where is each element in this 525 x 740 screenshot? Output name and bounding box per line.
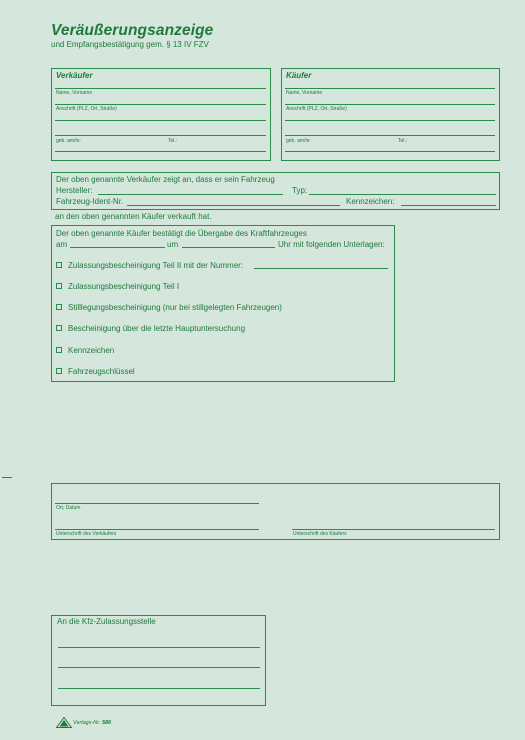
- handover-box: [51, 225, 395, 382]
- item-vehicle-keys: Fahrzeugschlüssel: [68, 367, 135, 376]
- recipient-line-3[interactable]: [58, 688, 260, 689]
- seller-signature-field[interactable]: [55, 529, 259, 530]
- seller-address-label: Anschrift (PLZ, Ort, Straße): [56, 106, 117, 112]
- vin-field[interactable]: [127, 205, 340, 206]
- seller-address-line-2[interactable]: [55, 135, 266, 136]
- document-subtitle: und Empfangsbestätigung gem. § 13 IV FZV: [51, 40, 209, 49]
- checkbox-inspection[interactable]: [56, 325, 62, 331]
- recipient-heading: An die Kfz-Zulassungsstelle: [57, 617, 156, 626]
- handover-intro: Der oben genannte Käufer bestätigt die Übergabe des Kraftfahrzeuges: [56, 229, 307, 238]
- sold-note: an den oben genannten Käufer verkauft hat.: [55, 212, 212, 221]
- checkbox-deregistration[interactable]: [56, 304, 62, 310]
- vehicle-intro: Der oben genannte Verkäufer zeigt an, dass er sein Fahrzeug: [56, 175, 275, 184]
- seller-signature-label: Unterschrift des Verkäufers: [56, 531, 117, 537]
- buyer-box: [281, 68, 500, 161]
- plate-label: Kennzeichen:: [346, 197, 395, 206]
- place-date-field[interactable]: [55, 503, 259, 504]
- seller-box: [51, 68, 271, 161]
- vin-label: Fahrzeug-Ident-Nr.: [56, 197, 124, 206]
- buyer-name-line-2[interactable]: [285, 104, 495, 105]
- seller-name-field[interactable]: [55, 88, 266, 89]
- buyer-birth-field[interactable]: [285, 151, 495, 152]
- place-date-label: Ort, Datum: [56, 505, 81, 511]
- handover-date-field[interactable]: [70, 247, 165, 248]
- item-inspection: Bescheinigung über die letzte Hauptuntersuchung: [68, 324, 246, 333]
- publisher-number: 586: [101, 720, 112, 726]
- seller-birth-label: geb. am/in:: [56, 138, 81, 144]
- handover-um-label: um: [167, 240, 179, 249]
- buyer-signature-field[interactable]: [292, 529, 495, 530]
- seller-name-label: Name, Vorname: [56, 90, 93, 96]
- seller-birth-field[interactable]: [55, 151, 266, 152]
- registration-number-field[interactable]: [254, 268, 388, 269]
- recipient-line-1[interactable]: [58, 647, 260, 648]
- item-registration-part-1: Zulassungsbescheinigung Teil I: [68, 282, 180, 291]
- seller-phone-label: Tel.:: [168, 138, 178, 144]
- recipient-line-2[interactable]: [58, 667, 260, 668]
- manufacturer-field[interactable]: [98, 194, 283, 195]
- handover-documents-label: Uhr mit folgenden Unterlagen:: [278, 240, 385, 249]
- plate-field[interactable]: [401, 205, 496, 206]
- buyer-name-field[interactable]: [285, 88, 495, 89]
- handover-am-label: am: [56, 240, 68, 249]
- buyer-birth-label: geb. am/in:: [286, 138, 311, 144]
- manufacturer-label: Hersteller:: [56, 186, 93, 195]
- checkbox-license-plates[interactable]: [56, 347, 62, 353]
- buyer-address-line-2[interactable]: [285, 135, 495, 136]
- buyer-address-label: Anschrift (PLZ, Ort, Straße): [286, 106, 347, 112]
- fold-mark: [2, 477, 12, 478]
- signature-box: [51, 483, 500, 540]
- handover-time-field[interactable]: [182, 247, 275, 248]
- seller-name-line-2[interactable]: [55, 104, 266, 105]
- buyer-heading: Käufer: [286, 71, 312, 80]
- item-deregistration: Stilllegungsbescheinigung (nur bei stillgelegten Fahrzeugen): [68, 303, 282, 312]
- document-title: Veräußerungsanzeige: [51, 22, 214, 39]
- publisher-prefix: Verlags-Nr.: [73, 720, 101, 726]
- buyer-phone-label: Tel.:: [398, 138, 408, 144]
- buyer-signature-label: Unterschrift des Käufers: [293, 531, 347, 537]
- recipient-box: [51, 615, 266, 706]
- seller-heading: Verkäufer: [56, 71, 93, 80]
- vehicle-box: [51, 172, 500, 210]
- item-license-plates: Kennzeichen: [68, 346, 115, 355]
- checkbox-vehicle-keys[interactable]: [56, 368, 62, 374]
- seller-address-field[interactable]: [55, 120, 266, 121]
- type-field[interactable]: [309, 194, 496, 195]
- item-registration-part-2: Zulassungsbescheinigung Teil II mit der Nummer:: [68, 261, 244, 270]
- buyer-address-field[interactable]: [285, 120, 495, 121]
- publisher-info: [73, 720, 111, 726]
- type-label: Typ:: [292, 186, 308, 195]
- checkbox-registration-part-2[interactable]: [56, 262, 62, 268]
- checkbox-registration-part-1[interactable]: [56, 283, 62, 289]
- buyer-name-label: Name, Vorname: [286, 90, 323, 96]
- hk-triangle-logo-icon: [56, 717, 72, 728]
